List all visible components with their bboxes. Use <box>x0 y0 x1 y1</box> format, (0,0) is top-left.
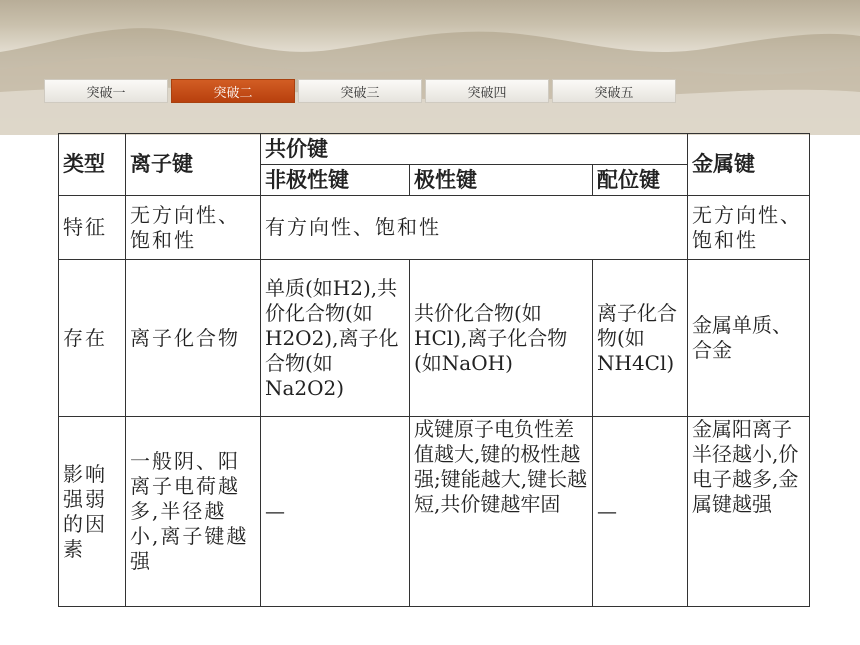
factors-nonpolar: — <box>261 417 410 607</box>
header-metallic-bond: 金属键 <box>688 134 810 196</box>
feature-metallic: 无方向性、饱和性 <box>688 196 810 260</box>
tab-2[interactable]: 突破二 <box>171 79 295 103</box>
tab-1[interactable]: 突破一 <box>44 79 168 103</box>
factors-ionic: 一般阴、阳离子电荷越多,半径越小,离子键越强 <box>126 417 261 607</box>
factors-coordinate: — <box>593 417 688 607</box>
header-banner <box>0 0 860 135</box>
header-covalent-bond: 共价键 <box>261 134 688 165</box>
mountain-landscape-image <box>0 0 860 135</box>
chemical-bond-table <box>58 133 810 607</box>
tab-5[interactable]: 突破五 <box>552 79 676 103</box>
existence-nonpolar: 单质(如H2),共价化合物(如H2O2),离子化合物(如Na2O2) <box>261 260 410 417</box>
tab-3[interactable]: 突破三 <box>298 79 422 103</box>
header-polar-bond: 极性键 <box>410 165 593 196</box>
existence-polar: 共价化合物(如HCl),离子化合物(如NaOH) <box>410 260 593 417</box>
header-type: 类型 <box>59 134 126 196</box>
row-label-feature: 特征 <box>59 196 126 260</box>
section-tabs <box>44 79 679 103</box>
factors-metallic: 金属阳离子半径越小,价电子越多,金属键越强 <box>688 417 810 607</box>
tab-4[interactable]: 突破四 <box>425 79 549 103</box>
existence-coordinate: 离子化合物(如NH4Cl) <box>593 260 688 417</box>
header-ionic-bond: 离子键 <box>126 134 261 196</box>
header-nonpolar-bond: 非极性键 <box>261 165 410 196</box>
row-label-existence: 存在 <box>59 260 126 417</box>
row-label-factors: 影响强弱的因素 <box>59 417 126 607</box>
existence-ionic: 离子化合物 <box>126 260 261 417</box>
factors-polar: 成键原子电负性差值越大,键的极性越强;键能越大,键长越短,共价键越牢固 <box>410 417 593 607</box>
existence-metallic: 金属单质、合金 <box>688 260 810 417</box>
header-coordinate-bond: 配位键 <box>593 165 688 196</box>
feature-covalent: 有方向性、饱和性 <box>261 196 688 260</box>
feature-ionic: 无方向性、饱和性 <box>126 196 261 260</box>
